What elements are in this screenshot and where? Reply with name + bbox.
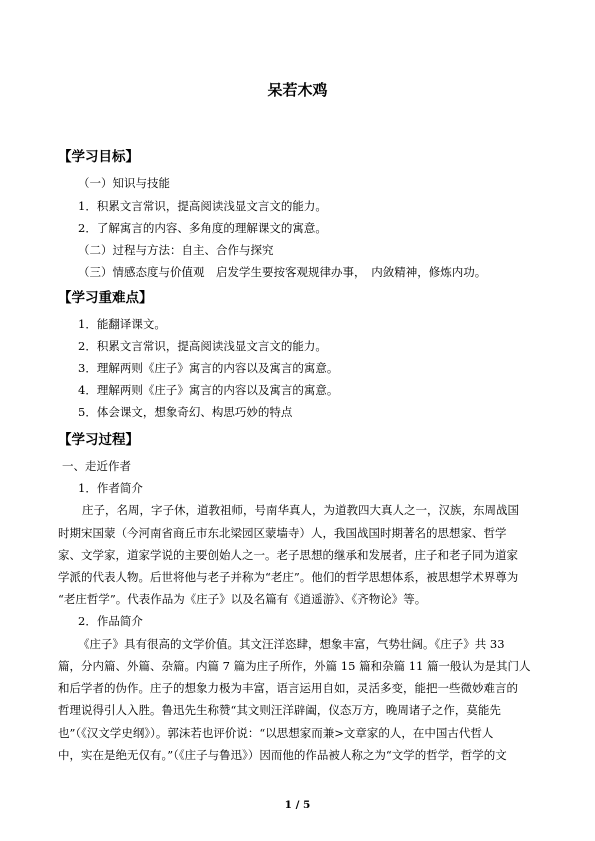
work-paragraph-line: 也”（《汉文学史纲》）。郭沫若也评价说：“以思想家而兼>文章家的人，在中国古代哲人	[58, 726, 494, 740]
work-paragraph-line: 和后学者的伪作。庄子的想象力极为丰富，语言运用自如，灵活多变，能把一些微妙难言的	[58, 681, 518, 695]
objective-line: （二）过程与方法：自主、合作与探究	[78, 243, 274, 257]
section-heading-process: 【学习过程】	[58, 432, 139, 448]
objective-line: 2．了解寓言的内容、多角度的理解课文的寓意。	[78, 221, 327, 235]
author-paragraph-line: 时期宋国蒙（今河南省商丘市东北梁园区蒙墙寺）人，我国战国时期著名的思想家、哲学	[58, 526, 507, 540]
author-paragraph-line: “老庄哲学”。代表作品为《庄子》以及名篇有《逍遥游》、《齐物论》等。	[58, 592, 427, 606]
key-point-line: 1．能翻译课文。	[78, 317, 166, 331]
process-subtitle-author: 1．作者简介	[78, 481, 143, 495]
key-point-line: 5．体会课文，想象奇幻、构思巧妙的特点	[78, 405, 293, 419]
work-paragraph-line: 哲理说得引人入胜。鲁迅先生称赞“其文则汪洋辟阖，仪态万方，晚周诸子之作，莫能先	[58, 703, 501, 717]
work-paragraph-line: 《庄子》具有很高的文学价值。其文汪洋恣肆，想象丰富，气势壮阔。《庄子》共 33	[78, 637, 505, 651]
section-heading-objectives: 【学习目标】	[58, 149, 139, 165]
process-subtitle-work: 2．作品简介	[78, 614, 143, 628]
author-paragraph-line: 家、文学家，道家学说的主要创始人之一。老子思想的继承和发展者，庄子和老子同为道家	[58, 548, 518, 562]
document-title: 呆若木鸡	[267, 81, 328, 99]
page-indicator: 1 / 5	[284, 799, 311, 811]
author-paragraph-line: 学派的代表人物。后世将他与老子并称为“老庄”。他们的哲学思想体系，被思想学术界尊为	[58, 570, 519, 584]
objective-line: 1．积累文言常识，提高阅读浅显文言文的能力。	[78, 199, 327, 213]
section-heading-key-points: 【学习重难点】	[58, 290, 153, 306]
work-paragraph-line: 篇，分内篇、外篇、杂篇。内篇 7 篇为庄子所作，外篇 15 篇和杂篇 11 篇一般认为是其门人	[58, 659, 531, 673]
objective-line: （三）情感态度与价值观 启发学生要按客观规律办事， 内敛精神，修炼内功。	[78, 265, 487, 279]
key-point-line: 4．理解两则《庄子》寓言的内容以及寓言的寓意。	[78, 383, 339, 397]
process-part-title: 一、走近作者	[62, 459, 131, 473]
work-paragraph-line: 中，实在是绝无仅有。”（《庄子与鲁迅》）因而他的作品被人称之为“文学的哲学，哲学的文	[58, 748, 507, 762]
key-point-line: 2．积累文言常识，提高阅读浅显文言文的能力。	[78, 339, 327, 353]
key-point-line: 3．理解两则《庄子》寓言的内容以及寓言的寓意。	[78, 361, 339, 375]
author-paragraph-line: 庄子，名周，字子休，道教祖师，号南华真人，为道教四大真人之一，汉族，东周战国	[82, 503, 519, 517]
objective-line: （一）知识与技能	[78, 176, 170, 190]
